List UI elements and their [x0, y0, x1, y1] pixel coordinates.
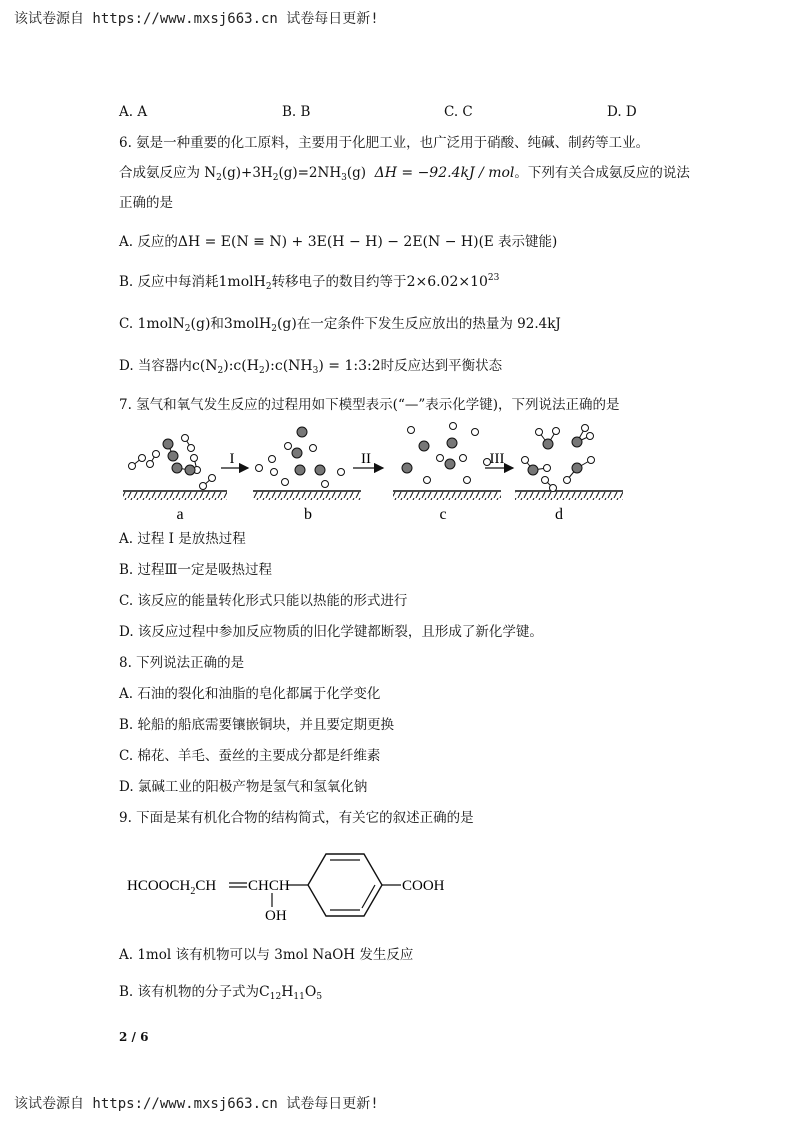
q8-option-b: B. 轮船的船底需要镶嵌铜块，并且要定期更换 — [119, 717, 395, 733]
q9-option-a: A. 1mol 该有机物可以与 3mol NaOH 发生反应 — [119, 947, 414, 963]
q6-option-b: B. 反应中每消耗1molH$_2$转移电子的数目约等于$2\times 6.02\times 10^{23}$ — [119, 273, 500, 292]
q6-option-c: C. 1molN$_2$(g)和3molH$_2$(g)在一定条件下发生反应放出的热量为 92.4kJ — [119, 316, 561, 334]
panel-d — [515, 425, 623, 501]
q9-option-b: B. 该有机物的分子式为$C_{12}H_{11}O_5$ — [119, 984, 323, 1002]
q5-option-c: C. C — [444, 104, 473, 120]
q5-option-b: B. B — [282, 104, 311, 120]
q6-stem-line3: 正确的是 — [119, 195, 173, 211]
arrow-ii — [353, 451, 383, 468]
q6-stem-line1: 6. 氨是一种重要的化工原料，主要用于化肥工业，也广泛用于硝酸、纯碱、制药等工业。 — [119, 135, 650, 151]
q7-option-b: B. 过程Ⅲ一定是吸热过程 — [119, 562, 273, 578]
q8-stem: 8. 下列说法正确的是 — [119, 655, 245, 671]
q6-option-d: D. 当容器内$c(N_2):c(H_2):c(NH_3)$ = 1:3:2时反应达到平衡状态 — [119, 358, 503, 376]
q6-stem-line2: 合成氨反应为 $N_2(g)+3H_2(g)=2NH_3(g) \Delta H = -92.4kJ$ / mol。下列有关合成氨反应的说法 — [119, 165, 690, 183]
q5-option-a: A. A — [119, 104, 148, 120]
svg-text:I: I — [229, 451, 235, 467]
q5-option-d: D. D — [607, 104, 637, 120]
q6-option-a: A. 反应的ΔH = E(N ≡ N) + 3E(H − H) − 2E(N − H)(E 表示键能) — [119, 234, 558, 250]
source-banner-top: 该试卷源自 https://www.mxsj663.cn 试卷每日更新! — [14, 11, 379, 27]
q7-option-c: C. 该反应的能量转化形式只能以热能的形式进行 — [119, 593, 408, 609]
enthalpy-value: ΔH = −92.4kJ / mol — [374, 165, 515, 181]
q7-stem: 7. 氢气和氧气发生反应的过程用如下模型表示(“—”表示化学键)，下列说法正确的是 — [119, 397, 620, 413]
panel-a — [123, 435, 227, 501]
svg-text:OH: OH — [265, 908, 287, 924]
panel-c-label: c — [439, 506, 447, 523]
page-number: 2 / 6 — [119, 1030, 149, 1044]
q9-stem: 9. 下面是某有机化合物的结构简式，有关它的叙述正确的是 — [119, 810, 474, 826]
q8-option-d: D. 氯碱工业的阳极产物是氢气和氢氧化钠 — [119, 779, 368, 795]
q8-option-c: C. 棉花、羊毛、蚕丝的主要成分都是纤维素 — [119, 748, 381, 764]
svg-text:II: II — [361, 451, 371, 467]
svg-text:III: III — [489, 451, 505, 467]
q7-option-d: D. 该反应过程中参加反应物质的旧化学键都断裂，且形成了新化学键。 — [119, 624, 543, 640]
panel-b-label: b — [304, 506, 312, 523]
reaction-process-diagram — [115, 418, 655, 526]
panel-d-label: d — [555, 506, 563, 523]
source-banner-bottom: 该试卷源自 https://www.mxsj663.cn 试卷每日更新! — [14, 1096, 379, 1112]
svg-text:CHCH: CHCH — [248, 878, 290, 894]
q8-option-a: A. 石油的裂化和油脂的皂化都属于化学变化 — [119, 686, 381, 702]
q7-option-a: A. 过程 I 是放热过程 — [119, 531, 246, 547]
svg-text:COOH: COOH — [402, 878, 445, 894]
arrow-i — [221, 451, 248, 468]
svg-text:HCOOCH2CH: $HCOOCH_2CH$ — [127, 878, 217, 897]
panel-b — [253, 427, 361, 500]
organic-structure-diagram — [125, 848, 465, 928]
panel-c — [393, 423, 501, 501]
arrow-iii — [485, 451, 513, 468]
panel-a-label: a — [176, 506, 184, 523]
